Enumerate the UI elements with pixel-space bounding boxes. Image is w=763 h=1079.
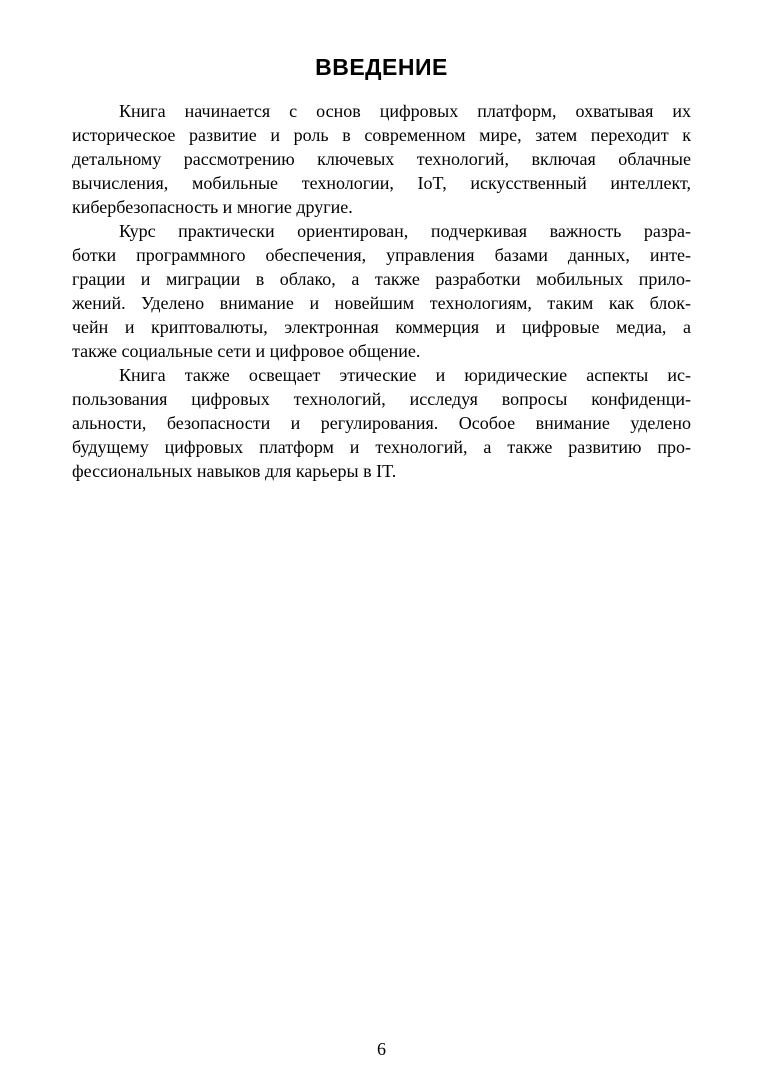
text-line: Курс практически ориентирован, подчеркивая важность разра-	[119, 221, 691, 241]
page-number: 6	[377, 1039, 386, 1059]
text-line: пользования цифровых технологий, исследуя вопросы конфиденци-	[72, 389, 691, 409]
text-line: также социальные сети и цифровое общение.	[72, 341, 421, 361]
text-line: альности, безопасности и регулирования. Особое внимание уделено	[72, 413, 691, 433]
paragraph-list	[72, 99, 691, 483]
text-line: грации и миграции в облако, а также разработки мобильных прило-	[72, 269, 691, 289]
paragraph	[72, 219, 691, 363]
paragraph	[72, 363, 691, 483]
text-line: вычисления, мобильные технологии, IoT, искусственный интеллект,	[72, 173, 691, 193]
text-line: кибербезопасность и многие другие.	[72, 197, 353, 217]
text-line: жений. Уделено внимание и новейшим технологиям, таким как блок-	[72, 293, 691, 313]
text-line: чейн и криптовалюты, электронная коммерция и цифровые медиа, а	[72, 317, 691, 337]
paragraph	[72, 99, 691, 219]
text-line: детальному рассмотрению ключевых технологий, включая облачные	[72, 149, 691, 169]
page-title: ВВЕДЕНИЕ	[315, 54, 448, 80]
text-line: Книга также освещает этические и юридические аспекты ис-	[119, 365, 691, 385]
text-line: фессиональных навыков для карьеры в IT.	[72, 461, 397, 481]
text-line: историческое развитие и роль в современном мире, затем переходит к	[72, 125, 691, 145]
text-line: ботки программного обеспечения, управления базами данных, инте-	[72, 245, 691, 265]
text-line: Книга начинается с основ цифровых платформ, охватывая их	[119, 101, 691, 121]
text-line: будущему цифровых платформ и технологий, а также развитию про-	[72, 437, 691, 457]
body-text	[72, 99, 691, 483]
